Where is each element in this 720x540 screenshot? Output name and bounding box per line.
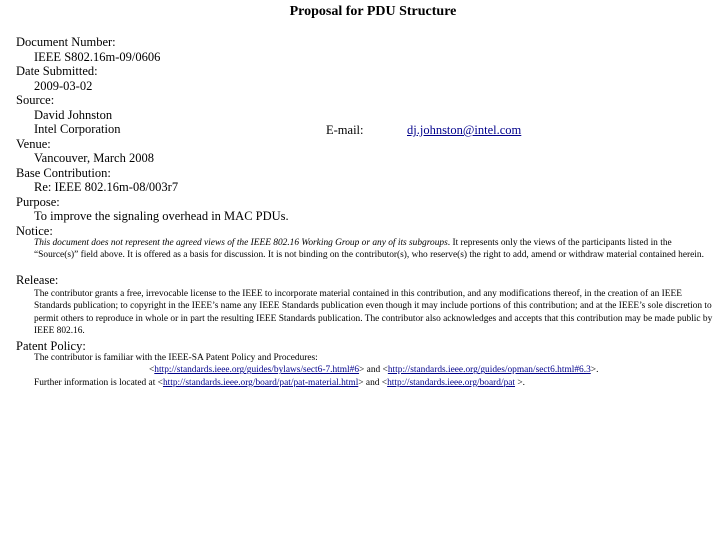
link-end: >. bbox=[515, 377, 526, 388]
opman-link[interactable]: http://standards.ieee.org/guides/opman/sect6.html#6.3 bbox=[387, 365, 591, 376]
patent-policy-line1: The contributor is familiar with the IEEE-SA Patent Policy and Procedures: bbox=[34, 353, 318, 363]
venue-value: Vancouver, March 2008 bbox=[34, 151, 154, 165]
link-separator: > and < bbox=[358, 377, 388, 388]
link-separator: > and < bbox=[359, 365, 388, 376]
base-contribution-value: Re: IEEE 802.16m-08/003r7 bbox=[34, 180, 179, 194]
source-label: Source: bbox=[16, 93, 55, 107]
email-link[interactable]: dj.johnston@intel.com bbox=[407, 123, 522, 137]
notice-italic-text: This document does not represent the agreed views of the IEEE 802.16 Working Group or any of its subgroups bbox=[34, 238, 448, 248]
document-title: Proposal for PDU Structure bbox=[289, 4, 457, 19]
patent-policy-links-line: <http://standards.ieee.org/guides/bylaws/sect6-7.html#6> and <http://standards.ieee.org/guides/opman/sect6.html#6.3>. bbox=[149, 365, 599, 376]
date-submitted-value: 2009-03-02 bbox=[34, 78, 93, 93]
venue-label: Venue: bbox=[16, 136, 51, 151]
notice-text bbox=[16, 237, 720, 262]
patent-further-line bbox=[16, 377, 706, 389]
purpose-label: Purpose: bbox=[16, 194, 60, 209]
document-number-value: IEEE S802.16m-09/0606 bbox=[34, 49, 161, 64]
document-header-fields bbox=[16, 35, 289, 238]
pat-material-link[interactable]: http://standards.ieee.org/board/pat/pat-material.html bbox=[162, 377, 359, 388]
release-text: The contributor grants a free, irrevocable license to the IEEE to incorporate material contained in this contribution, and any modifications thereof, in the creation of an IEEE Standards publication; to copyright in the IEEE’s name any IEEE Standards publication even though it may include portions of this contribution; and at the IEEE’s sole discretion to permit others to reproduce in whole or in part the resulting IEEE Standards publication. The contributor also acknowledges and accepts that this contribution may be made public by IEEE 802.16. bbox=[34, 289, 713, 336]
document-number-label: Document Number: bbox=[16, 35, 116, 49]
date-submitted-label: Date Submitted: bbox=[16, 64, 98, 78]
source-name: David Johnston bbox=[34, 107, 113, 122]
email-label: E-mail: bbox=[326, 123, 364, 137]
further-info-text: Further information is located at < bbox=[34, 377, 163, 388]
patent-policy-text bbox=[16, 352, 706, 389]
bylaws-link[interactable]: http://standards.ieee.org/guides/bylaws/sect6-7.html#6 bbox=[154, 365, 360, 376]
base-contribution-label: Base Contribution: bbox=[16, 165, 111, 180]
link-end: >. bbox=[590, 365, 599, 376]
notice-body-text: . It represents only the views of the participants listed in the “Source(s)” field above. It is offered as a basis for discussion. It is not binding on the contributor(s), who reserve(s) the right to add, amend or withdraw material contained herein. bbox=[34, 238, 704, 261]
release-label: Release: bbox=[16, 273, 59, 287]
patent-policy-label: Patent Policy: bbox=[16, 339, 86, 353]
pat-board-link[interactable]: http://standards.ieee.org/board/pat bbox=[387, 377, 516, 388]
notice-label: Notice: bbox=[16, 223, 53, 238]
source-organization: Intel Corporation bbox=[34, 122, 121, 136]
purpose-value: To improve the signaling overhead in MAC PDUs. bbox=[34, 209, 289, 223]
